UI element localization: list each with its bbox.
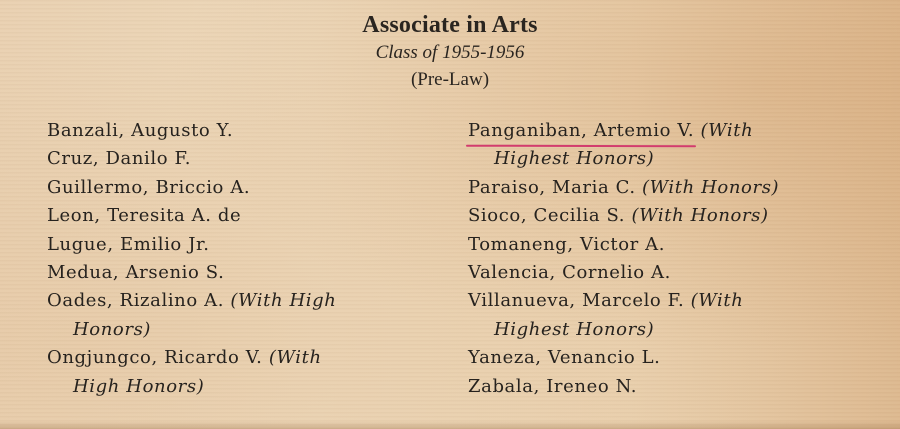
graduate-entry [468, 287, 888, 315]
honor-label: Highest Honors) [494, 148, 655, 170]
graduate-entry [47, 231, 447, 259]
page-title: Associate in Arts [362, 12, 538, 38]
honor-continuation [47, 316, 447, 344]
right-name-column [468, 117, 888, 401]
honor-label: Honors) [73, 318, 152, 340]
honor-label: (With Honors) [631, 205, 769, 227]
graduate-entry [468, 373, 888, 401]
graduate-name: Banzali, Augusto Y. [47, 120, 234, 141]
graduate-name: Leon, Teresita A. de [47, 205, 242, 227]
graduate-entry [468, 117, 888, 145]
graduate-entry [47, 174, 447, 202]
graduate-name: Lugue, Emilio Jr. [47, 233, 210, 255]
graduate-entry [47, 202, 447, 230]
graduate-name: Sioco, Cecilia S. [468, 205, 626, 227]
graduate-name: Medua, Arsenio S. [47, 262, 225, 284]
honor-label: (With Honors) [642, 176, 780, 198]
honor-label: Highest Honors) [494, 318, 655, 340]
graduate-entry [468, 231, 888, 259]
program-label: (Pre-Law) [410, 69, 490, 90]
graduate-name: Yaneza, Venancio L. [468, 347, 661, 369]
graduate-name: Oades, Rizalino A. [47, 290, 225, 312]
graduate-name: Paraiso, Maria C. [468, 176, 636, 198]
graduate-entry [47, 117, 447, 145]
graduate-name: Ongjungco, Ricardo V. [47, 347, 263, 369]
graduate-entry [47, 259, 447, 287]
graduate-entry [468, 174, 888, 202]
honor-label: High Honors) [73, 375, 205, 397]
class-year: Class of 1955-1956 [375, 42, 525, 63]
honor-label: (With [268, 347, 322, 369]
graduate-entry [468, 202, 888, 230]
graduate-entry [468, 344, 888, 372]
graduate-name: Tomaneng, Victor A. [468, 233, 666, 255]
graduate-name: Zabala, Ireneo N. [468, 375, 638, 397]
graduate-name: Guillermo, Briccio A. [47, 176, 251, 198]
honor-continuation [468, 145, 888, 173]
page-edge-shadow [0, 421, 900, 429]
graduate-name: Villanueva, Marcelo F. [468, 290, 685, 312]
page-header [0, 10, 900, 94]
honor-label: (With High [230, 290, 337, 312]
graduate-entry [468, 259, 888, 287]
left-name-column [47, 117, 447, 401]
honor-continuation [47, 373, 447, 401]
honor-label: (With [690, 290, 744, 312]
graduate-entry [47, 287, 447, 315]
graduate-entry [47, 344, 447, 372]
graduate-name-underlined: Panganiban, Artemio V. [468, 117, 694, 145]
graduate-name: Valencia, Cornelio A. [468, 262, 671, 284]
graduate-name: Cruz, Danilo F. [47, 148, 192, 170]
honor-continuation [468, 316, 888, 344]
graduate-entry [47, 145, 447, 173]
honor-label: (With [700, 120, 754, 141]
